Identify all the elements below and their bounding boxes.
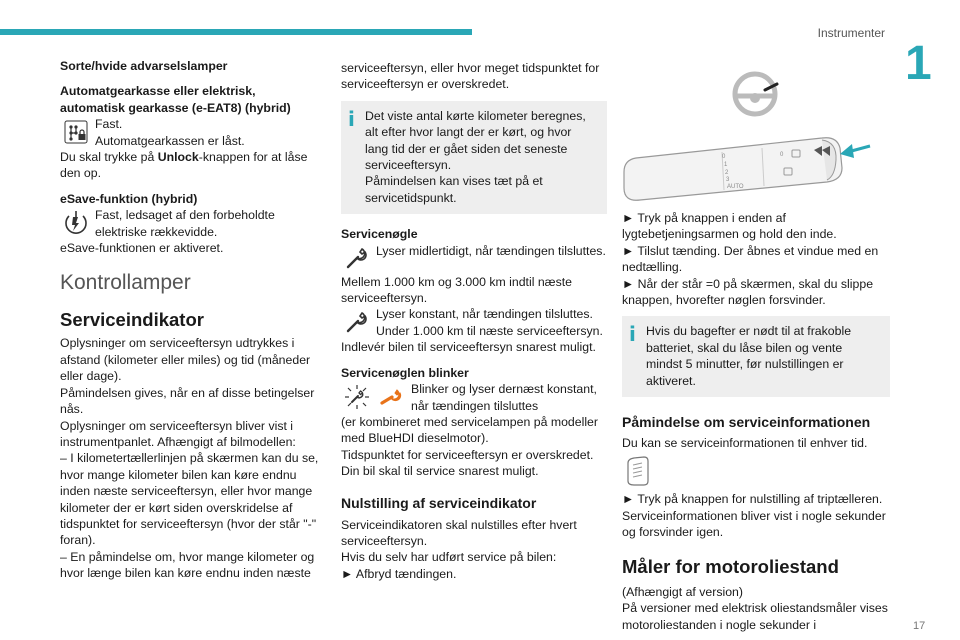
column-middle: [341, 60, 607, 582]
gearbox-line1: Fast.: [95, 117, 123, 132]
service-text-3: Oplysninger om serviceeftersyn bliver vist i instrumentpanlet. Afhængigt af bilmodellen:: [60, 418, 296, 449]
column-right: [622, 60, 890, 633]
gearbox-row: [60, 116, 322, 149]
esave-row: [60, 207, 322, 240]
service-text-5: – En påmindelse om, hvor mange kilometer og hvor længe bilen kan køre endnu inden næste: [60, 549, 315, 581]
column-left: [60, 58, 322, 582]
service-text-1: Oplysninger om serviceeftersyn udtrykkes i afstand (kilometer eller miles) og tid (måneder eller dage).: [60, 336, 311, 384]
gearbox-press-pre: Du skal trykke på: [60, 150, 158, 165]
heading-oil-gauge: Måler for motoroliestand: [622, 555, 839, 577]
section-title-warning-lamps: Sorte/hvide advarselslamper: [60, 59, 228, 73]
chapter-number: 1: [905, 37, 932, 90]
wrench-line5: Indlevér bilen til serviceeftersyn snarest muligt.: [341, 340, 596, 355]
header-accent-bar: [0, 29, 472, 35]
esave-battery-icon: [60, 207, 91, 238]
wrench-title: Servicenøgle: [341, 227, 418, 242]
stalk-lever: [624, 138, 842, 201]
gearbox-line2: Automatgearkassen er låst.: [95, 133, 245, 148]
diagram-label-0: 0: [722, 154, 726, 160]
diagram-label-2: 2: [725, 170, 729, 176]
wrench-line2: Mellem 1.000 km og 3.000 km indtil næste serviceeftersyn.: [341, 274, 573, 306]
chapter-title: Instrumenter: [817, 26, 885, 40]
reset-line1: Serviceindikatoren skal nulstilles efter hvert serviceeftersyn.: [341, 517, 577, 548]
step2: ► Tilslut tænding. Der åbnes et vindue med en nedtælling.: [622, 243, 879, 275]
diagram-label-auto: AUTO: [727, 184, 744, 190]
reset-line2: Hvis du selv har udført service på bilen:: [341, 550, 557, 565]
heading-serviceindikator: Serviceindikator: [60, 309, 204, 331]
info-box-mileage: [341, 101, 607, 214]
wrench-line3: Lyser konstant, når tændingen tilsluttes.: [376, 307, 593, 322]
reminder-step: ► Tryk på knappen for nulstilling af triptælleren. Serviceinformationen bliver vist i nogle sekunder og forsvinder igen.: [622, 492, 886, 540]
stalk-illustration: [622, 60, 890, 210]
esave-title: eSave-funktion (hybrid): [60, 191, 198, 206]
gearbox-press-post: -knappen for at låse den op.: [60, 150, 308, 181]
steering-wheel-icon: [735, 74, 777, 114]
blink-line2: (er kombineret med servicelampen på modeller med BlueHDI dieselmotor).: [341, 414, 598, 446]
heading-reset: Nulstilling af serviceindikator: [341, 494, 537, 511]
blink-row: [341, 381, 607, 414]
wrench-line1: Lyser midlertidigt, når tændingen tilsluttes.: [376, 243, 606, 258]
step3: ► Når der står =0 på skærmen, skal du slippe knappen, hvorefter nøglen forsvinder.: [622, 276, 874, 308]
diagram-label-1: 1: [724, 162, 728, 168]
page-number: 17: [913, 620, 926, 632]
step1: ► Tryk på knappen i enden af lygtebetjeningsarmen og hold den inde.: [622, 211, 837, 242]
reminder-line1: Du kan se serviceinformationen til enhver tid.: [622, 436, 868, 451]
heading-kontrollamper: Kontrollamper: [60, 271, 191, 295]
reset-line3: ► Afbryd tændingen.: [341, 566, 457, 581]
blink-line1: Blinker og lyser dernæst konstant, når tændingen tilsluttes: [411, 382, 597, 413]
diagram-label-0b: 0: [780, 152, 784, 158]
info-icon-2: i: [629, 322, 636, 347]
esave-line1: Fast, ledsaget af den forbeholdte elektriske rækkevidde.: [95, 208, 275, 239]
col2-intro: serviceeftersyn, eller hvor meget tidspunktet for serviceeftersyn er overskredet.: [341, 61, 600, 92]
info1-line1: Det viste antal kørte kilometer beregnes, alt efter hvor langt der er kørt, og hvor lang tid der er gået siden det seneste serviceeftersyn.: [365, 108, 586, 173]
wrench-icon: [341, 243, 372, 274]
esave-line2: eSave-funktionen er aktiveret.: [60, 241, 224, 256]
wrench-row-2: [341, 306, 607, 339]
blink-title: Servicenøglen blinker: [341, 365, 469, 380]
info2-text: Hvis du bagefter er nødt til at frakoble batteriet, skal du låse bilen og vente mindst 5 minutter, før nulstillingen er aktiveret.: [646, 324, 852, 388]
lighting-stalk-diagram: [622, 60, 890, 210]
wrench-line4: Under 1.000 km til næste serviceeftersyn.: [376, 323, 603, 338]
wrench-icon-2: [341, 306, 372, 337]
trip-button-icon: [622, 455, 654, 487]
oil-line2: På versioner med elektrisk oliestandsmåler vises motoroliestanden i nogle sekunder i: [622, 601, 888, 632]
service-text-2: Påmindelsen gives, når en af disse betingelser nås.: [60, 385, 315, 417]
wrench-row-1: [341, 243, 607, 274]
gearbox-press-text: [60, 149, 322, 182]
diagram-label-3: 3: [726, 177, 730, 183]
blink-line3: Tidspunktet for serviceeftersyn er overskredet. Din bil skal til service snarest muligt.: [341, 447, 594, 479]
service-text-4: – I kilometertællerlinjen på skærmen kan du se, hvor mange kilometer bilen kan køre endnu inden næste serviceeftersyn, eller hvor mange kilometer der er kørt siden overskridelse af tidspunktet for serviceeftersyn (hvor der står "-" foran).: [60, 451, 319, 548]
gear-lock-icon: [60, 116, 91, 147]
service-blink-icon: [341, 381, 372, 412]
orange-wrench-icon: [376, 381, 407, 412]
unlock-label: Unlock: [157, 150, 199, 165]
oil-line1: (Afhængigt af version): [622, 584, 743, 599]
info1-line2: Påmindelsen kan vises tæt på et servicetidspunkt.: [365, 174, 543, 205]
heading-reminder: Påmindelse om serviceinformationen: [622, 414, 871, 431]
info-icon: i: [348, 106, 355, 131]
arrow-icon: [840, 144, 854, 158]
info-box-battery: [622, 316, 890, 397]
gearbox-title: Automatgearkasse eller elektrisk, automatisk gearkasse (e-EAT8) (hybrid): [60, 84, 291, 115]
